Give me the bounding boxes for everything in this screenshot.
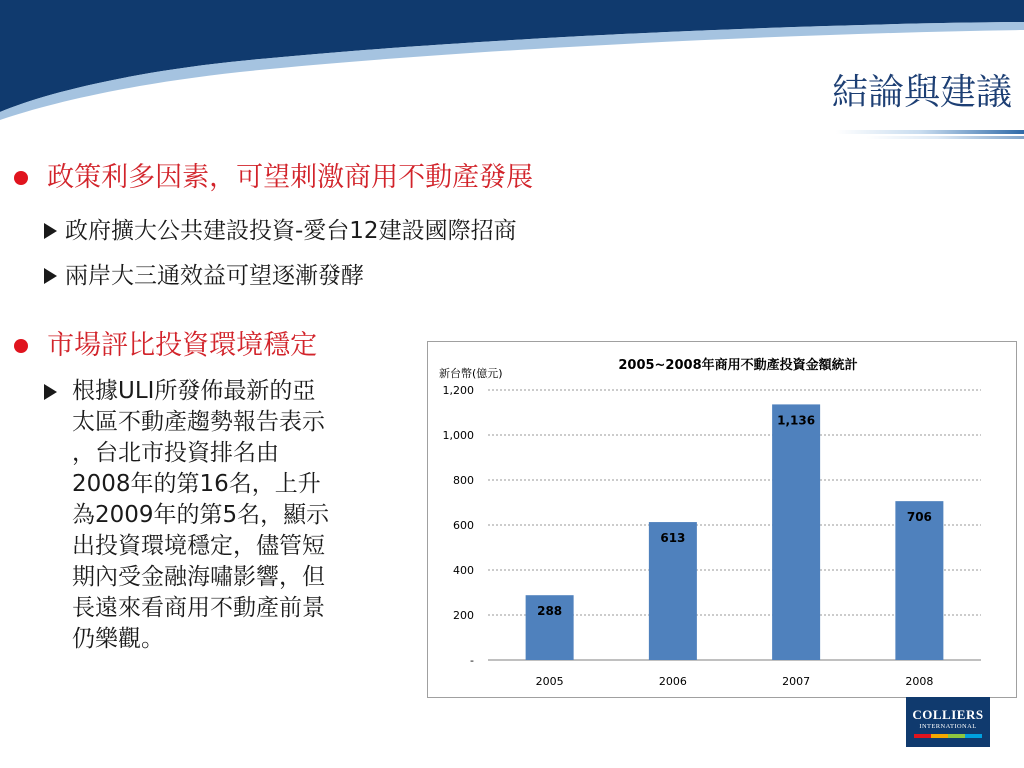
y-tick-label: 600 <box>453 519 474 532</box>
arrow-bullet-icon <box>44 223 57 239</box>
paragraph-line: 長遠來看商用不動產前景 <box>72 595 325 621</box>
paragraph-line: 根據ULI所發佈最新的亞 <box>72 378 316 404</box>
y-tick-label: - <box>470 654 474 667</box>
x-tick-label: 2007 <box>782 675 811 688</box>
y-tick-label: 400 <box>453 564 474 577</box>
arrow-bullet-icon <box>44 268 57 284</box>
paragraph-line: 2008年的第16名，上升 <box>72 471 321 497</box>
section-1-heading: 政策利多因素，可望刺激商用不動產發展 <box>14 155 533 194</box>
y-axis-label: 新台幣(億元) <box>439 367 503 380</box>
colliers-logo: COLLIERS INTERNATIONAL <box>906 697 990 747</box>
section-1-item-1: 政府擴大公共建設投資-愛台12建設國際招商 <box>44 212 517 245</box>
bar-2007 <box>772 404 820 660</box>
paragraph-line: 為2009年的第5名，顯示 <box>72 502 330 528</box>
logo-color-bar <box>914 734 982 738</box>
paragraph-line: 期內受金融海嘯影響，但 <box>72 564 325 590</box>
y-tick-label: 1,200 <box>442 384 474 397</box>
section-2-paragraph <box>44 376 424 655</box>
x-tick-label: 2008 <box>905 675 934 688</box>
data-label: 706 <box>906 510 932 525</box>
bullet-dot-icon <box>14 171 28 185</box>
x-tick-label: 2006 <box>658 675 687 688</box>
section-2-heading: 市場評比投資環境穩定 <box>14 323 317 362</box>
data-label: 288 <box>537 604 563 619</box>
title-stripe <box>836 130 1024 140</box>
y-tick-label: 200 <box>453 609 474 622</box>
y-tick-label: 1,000 <box>442 429 474 442</box>
bullet-dot-icon <box>14 339 28 353</box>
section-1-item-2: 兩岸大三通效益可望逐漸發酵 <box>44 257 364 290</box>
chart-title: 2005~2008年商用不動產投資金額統計 <box>618 358 858 373</box>
slide-title: 結論與建議 <box>831 72 1012 113</box>
investment-bar-chart <box>427 341 1017 698</box>
paragraph-line: ，台北市投資排名由 <box>72 440 279 466</box>
data-label: 1,136 <box>777 413 816 428</box>
bar-2008 <box>895 501 943 660</box>
arrow-bullet-icon <box>44 384 57 400</box>
x-tick-label: 2005 <box>535 675 564 688</box>
paragraph-line: 太區不動產趨勢報告表示 <box>72 409 325 435</box>
paragraph-line: 出投資環境穩定，儘管短 <box>72 533 325 559</box>
data-label: 613 <box>660 531 686 546</box>
chart-canvas <box>428 342 1016 697</box>
paragraph-line: 仍樂觀。 <box>72 626 164 652</box>
y-tick-label: 800 <box>453 474 474 487</box>
